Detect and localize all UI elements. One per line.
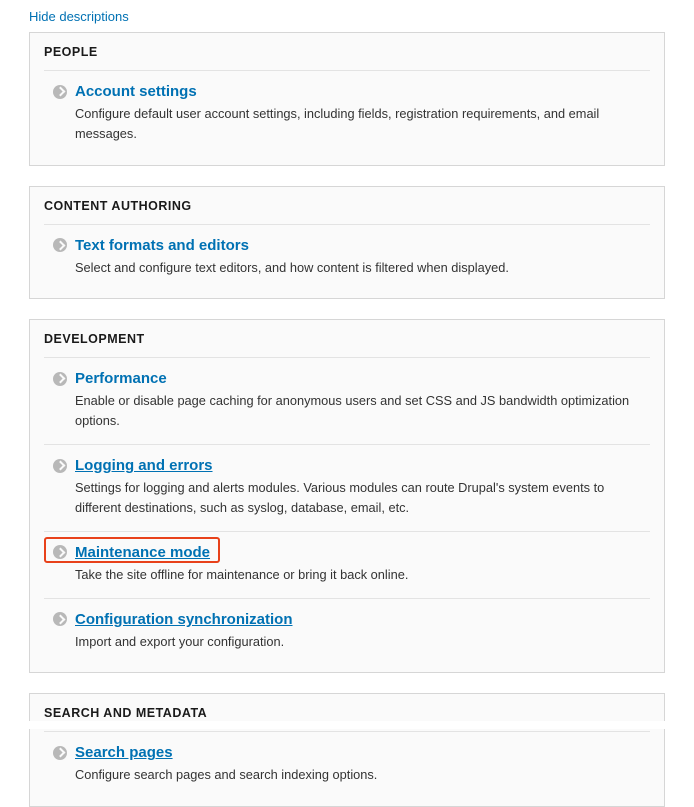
chevron-right-circle-icon [53,85,67,99]
config-link-configuration-synchronization[interactable]: Configuration synchronization [75,610,293,628]
section-title: SEARCH AND METADATA [44,706,208,721]
chevron-right-circle-icon [53,238,67,252]
page-bottom-fade [0,721,694,729]
list-item-description: Enable or disable page caching for anonymous users and set CSS and JS bandwidth optimization options. [75,393,630,429]
list-item-head [53,370,650,387]
list-item-head [53,544,650,561]
chevron-right-circle-icon [53,545,67,559]
chevron-right-circle-icon [53,612,67,626]
chevron-right-circle-icon [53,372,67,386]
section-items [30,731,664,806]
config-link-search-pages[interactable]: Search pages [75,744,173,762]
list-item-description: Settings for logging and alerts modules. Various modules can route Drupal's system events to different destinations, such as syslog, database, email, etc. [75,480,605,515]
section-items [30,70,664,165]
list-item-description: Import and export your configuration. [75,633,285,649]
hide-descriptions-link[interactable]: Hide descriptions [29,9,129,24]
list-item-description: Configure default user account settings, including fields, registration requirements, and email messages. [75,106,600,141]
section-people [29,32,665,166]
chevron-right-circle-icon [53,746,67,760]
list-item [44,444,650,531]
section-development [29,319,665,673]
section-title: PEOPLE [44,45,98,59]
section-items [30,357,664,672]
list-item-head [53,237,650,254]
list-item-description: Take the site offline for maintenance or bring it back online. [75,566,409,582]
section-search-and-metadata [29,693,665,807]
list-item-head [53,83,650,100]
config-link-account-settings[interactable]: Account settings [75,83,197,100]
section-title: CONTENT AUTHORING [44,198,192,213]
vertical-scrollbar[interactable] [687,0,694,729]
config-link-logging-and-errors[interactable]: Logging and errors [75,457,213,475]
config-link-text-formats-and-editors[interactable]: Text formats and editors [75,236,249,254]
section-title: DEVELOPMENT [44,332,145,347]
config-link-maintenance-mode[interactable]: Maintenance mode [75,543,211,561]
list-item-description: Select and configure text editors, and how content is filtered when displayed. [75,259,509,275]
section-content-authoring [29,186,665,300]
list-item [44,598,650,665]
list-item [44,224,650,291]
config-link-performance[interactable]: Performance [75,370,167,388]
list-item [44,357,650,444]
list-item [44,531,650,598]
list-item [44,70,650,157]
list-item-head [53,457,650,474]
descriptions-toggle-container [0,0,694,32]
list-item-head [53,744,650,761]
list-item-description: Configure search pages and search indexing options. [75,767,378,783]
list-item [44,731,650,798]
configuration-sections [0,32,694,807]
list-item-head [53,611,650,628]
chevron-right-circle-icon [53,459,67,473]
section-items [30,224,664,299]
